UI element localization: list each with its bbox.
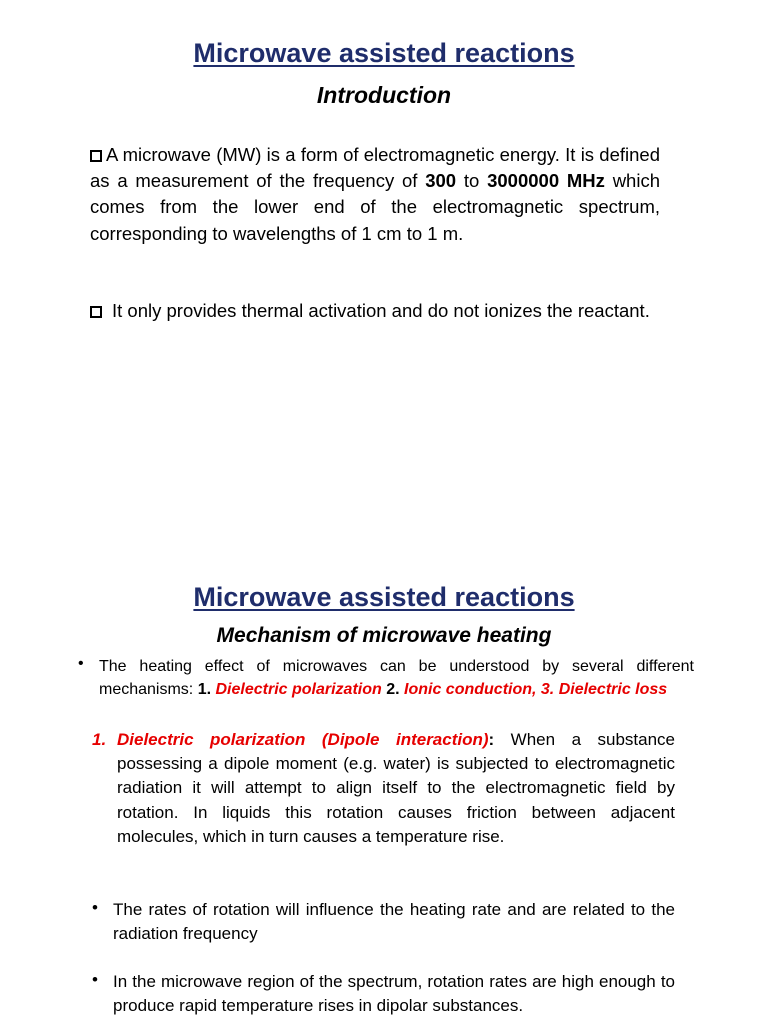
item-number: 1.	[92, 730, 107, 749]
slide-subtitle: Introduction	[316, 82, 452, 108]
text-part: The heating effect of microwaves can be understood by several different mechanisms:	[99, 658, 694, 698]
mechanism-dielectric-polarization: Dielectric polarization	[215, 681, 382, 698]
text-part: to	[456, 170, 488, 192]
text-part: It only provides thermal activation and do not ionizes the reactant.	[112, 300, 650, 321]
slide-mechanism	[0, 512, 768, 1024]
paragraph-mechanisms	[99, 655, 694, 701]
bullet-icon: •	[78, 655, 84, 672]
text-part: When a substance possessing a dipole moment (e.g. water) is subjected to electromagnetic radiation it will attempt to align itself to the electromagnetic field by rotation. In liquids this rotation causes friction between adjacent molecules, which in turn causes a temperature rise.	[117, 730, 675, 846]
text-part: which comes from the lower end of the electromagnetic spectrum, corresponding to wavelengths of 1 cm to 1 m.	[90, 170, 660, 244]
bullet-icon: •	[92, 898, 98, 917]
checkbox-bullet-icon	[90, 150, 102, 162]
mechanism-ionic-conduction-dielectric-loss: Ionic conduction, 3. Dielectric loss	[404, 681, 668, 698]
bullet-icon: •	[92, 970, 98, 989]
slide-title: Microwave assisted reactions	[193, 38, 575, 68]
item-heading: Dielectric polarization (Dipole interaction)	[117, 730, 489, 749]
item-colon: :	[488, 730, 495, 749]
mechanism-number: 2.	[386, 681, 400, 698]
paragraph-rotation-rates: In the microwave region of the spectrum, rotation rates are high enough to produce rapid temperature rises in dipolar substances.	[113, 972, 675, 1015]
frequency-high: 3000000 MHz	[487, 170, 605, 192]
text-part: A microwave (MW) is a form of electromagnetic energy. It is defined as a measurement of the frequency of	[90, 144, 660, 192]
paragraph-dielectric-polarization	[117, 728, 675, 849]
frequency-low: 300	[425, 170, 457, 192]
paragraph-rates-of-rotation: The rates of rotation will influence the heating rate and are related to the radiation frequency	[113, 900, 675, 943]
mechanism-number: 1.	[197, 681, 212, 698]
paragraph-thermal-activation	[90, 298, 660, 324]
paragraph-microwave-definition	[90, 142, 660, 247]
slide-subtitle: Mechanism of microwave heating	[216, 624, 552, 647]
slide-title: Microwave assisted reactions	[193, 582, 575, 612]
checkbox-bullet-icon	[90, 306, 102, 318]
